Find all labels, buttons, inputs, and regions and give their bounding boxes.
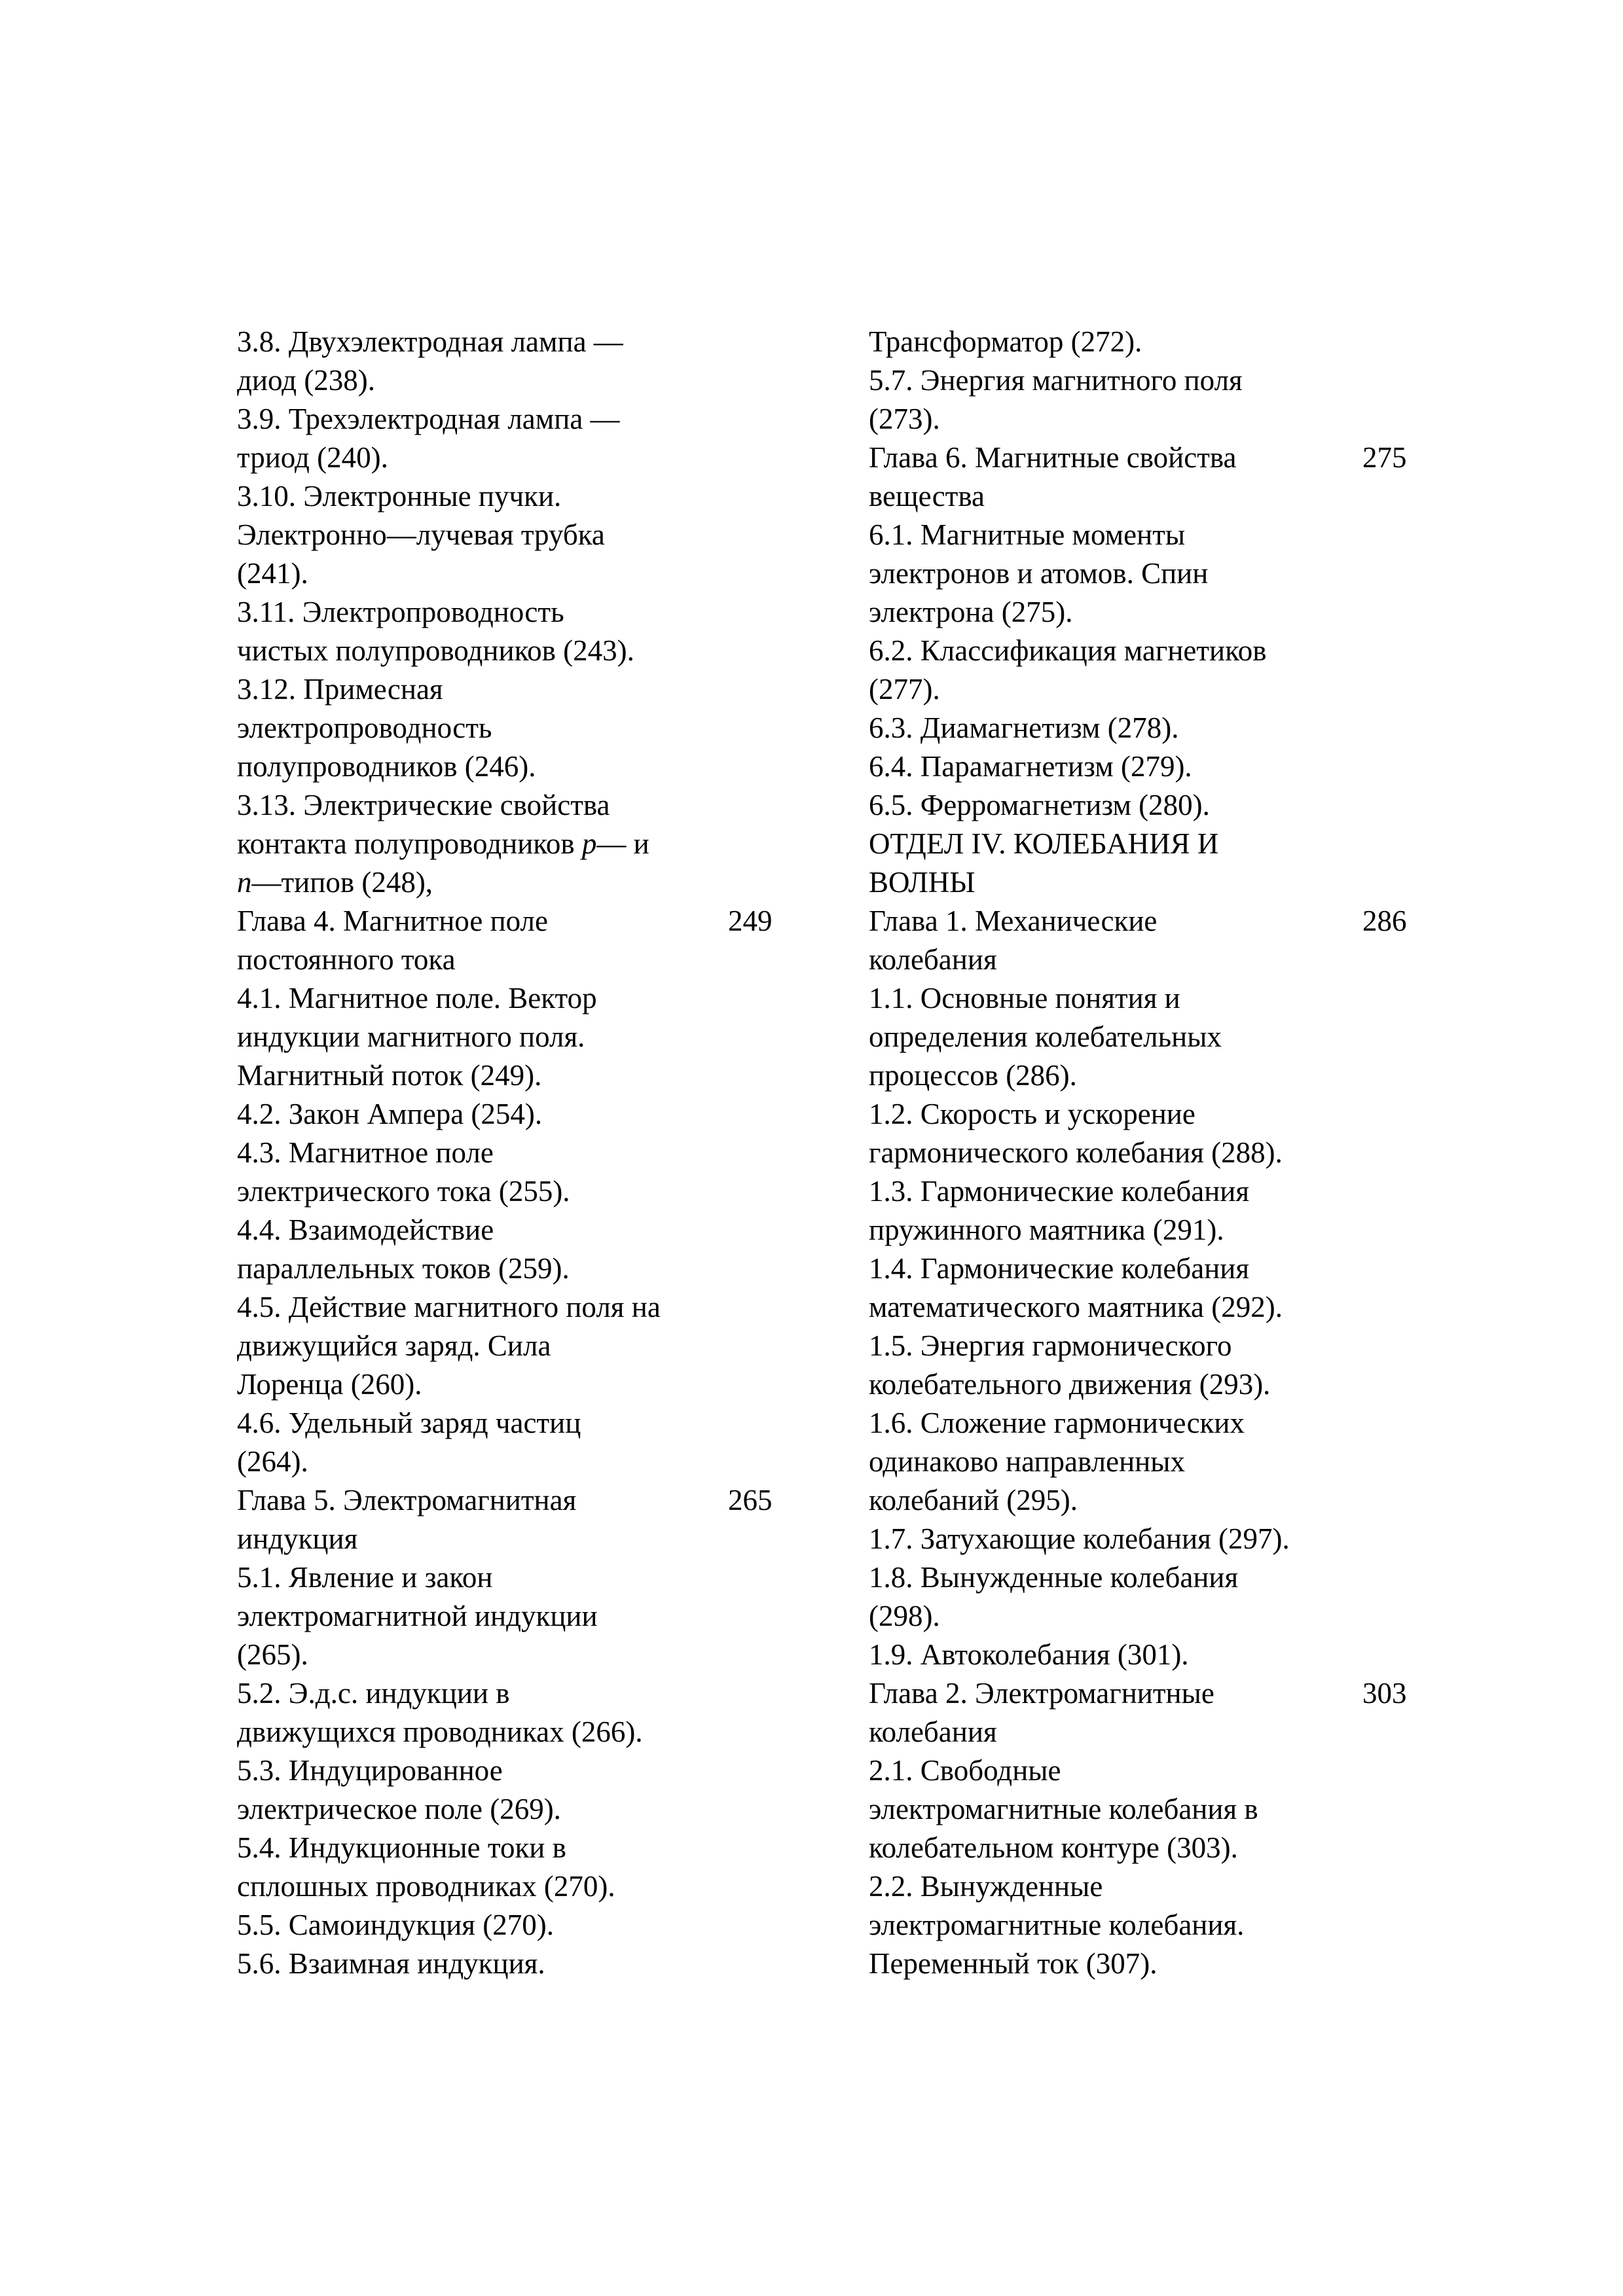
- toc-line: [869, 1327, 1290, 1365]
- toc-page-number: 286: [1362, 905, 1407, 937]
- toc-text: 6.3. Диамагнетизм (278).: [869, 711, 1179, 744]
- toc-page-number: 265: [728, 1484, 773, 1516]
- toc-text: 1.8. Вынужденные колебания: [869, 1561, 1239, 1594]
- toc-text: Трансформатор (272).: [869, 325, 1142, 358]
- toc-text: электропроводность: [237, 711, 492, 744]
- toc-text: 3.8. Двухэлектродная лампа —: [237, 325, 623, 358]
- toc-line: [237, 323, 661, 361]
- toc-line: [237, 1249, 661, 1288]
- toc-text: пружинного маятника (291).: [869, 1213, 1224, 1246]
- toc-text: диод (238).: [237, 364, 376, 397]
- toc-line: [869, 1365, 1290, 1404]
- toc-text: индукция: [237, 1522, 358, 1555]
- toc-text: колебательном контуре (303).: [869, 1831, 1238, 1864]
- toc-line: [237, 439, 661, 477]
- toc-line: [237, 593, 661, 632]
- toc-line: [869, 477, 1290, 516]
- toc-text: 1.9. Автоколебания (301).: [869, 1638, 1189, 1671]
- toc-text: электромагнитной индукции: [237, 1600, 598, 1632]
- toc-line: [869, 1829, 1290, 1867]
- toc-line: [237, 1095, 661, 1134]
- toc-text: 1.1. Основные понятия и: [869, 982, 1180, 1014]
- toc-text: вещества: [869, 480, 985, 512]
- toc-text: 4.4. Взаимодействие: [237, 1213, 494, 1246]
- toc-chapter-title: Глава 4. Магнитное поле: [237, 905, 548, 937]
- toc-text: контакта полупроводников: [237, 827, 582, 860]
- toc-text: 4.3. Магнитное поле: [237, 1136, 494, 1169]
- toc-chapter-line: [869, 439, 1407, 477]
- toc-text: 1.5. Энергия гармонического: [869, 1329, 1232, 1362]
- toc-text: гармонического колебания (288).: [869, 1136, 1283, 1169]
- toc-line: [237, 863, 661, 902]
- toc-text: 5.3. Индуцированное: [237, 1754, 503, 1787]
- toc-right-column: [869, 323, 1407, 1983]
- toc-text: 5.1. Явление и закон: [237, 1561, 493, 1594]
- toc-line: [869, 1249, 1290, 1288]
- toc-text: движущихся проводниках (266).: [237, 1715, 643, 1748]
- toc-chapter-title: Глава 5. Электромагнитная: [237, 1484, 577, 1516]
- toc-line: [237, 941, 661, 979]
- toc-line: [237, 361, 661, 400]
- toc-line: [869, 1211, 1290, 1249]
- toc-text: движущийся заряд. Сила: [237, 1329, 551, 1362]
- toc-line: [237, 477, 661, 516]
- toc-line: [237, 1751, 661, 1790]
- toc-text: Электронно—лучевая трубка: [237, 518, 605, 551]
- toc-text: 6.1. Магнитные моменты: [869, 518, 1186, 551]
- toc-text: 6.5. Ферромагнетизм (280).: [869, 789, 1210, 821]
- toc-chapter-title: Глава 1. Механические: [869, 905, 1158, 937]
- toc-line: [237, 516, 661, 554]
- toc-chapter-title: Глава 6. Магнитные свойства: [869, 441, 1237, 474]
- toc-line: [869, 1056, 1290, 1095]
- toc-line: [869, 1481, 1290, 1520]
- toc-chapter-line: [237, 902, 773, 941]
- italic-letter-n: n: [237, 866, 252, 899]
- toc-text: 1.7. Затухающие колебания (297).: [869, 1522, 1290, 1555]
- toc-text: 3.10. Электронные пучки.: [237, 480, 562, 512]
- toc-line: [869, 516, 1290, 554]
- toc-text: 5.7. Энергия магнитного поля: [869, 364, 1243, 397]
- toc-line: [869, 1018, 1290, 1056]
- toc-line: [869, 1172, 1290, 1211]
- toc-text: математического маятника (292).: [869, 1291, 1283, 1323]
- toc-text: 4.5. Действие магнитного поля на: [237, 1291, 661, 1323]
- toc-text: электромагнитные колебания.: [869, 1909, 1245, 1941]
- toc-text: колебаний (295).: [869, 1484, 1078, 1516]
- toc-page-number: 275: [1362, 441, 1407, 474]
- toc-line: [869, 1558, 1290, 1597]
- toc-line: [869, 670, 1290, 709]
- toc-text: полупроводников (246).: [237, 750, 536, 783]
- toc-line: [869, 361, 1290, 400]
- toc-line: [869, 1906, 1290, 1945]
- toc-left-column: [237, 323, 773, 1983]
- toc-text: чистых полупроводников (243).: [237, 634, 634, 667]
- toc-text: 5.4. Индукционные токи в: [237, 1831, 566, 1864]
- toc-text: (277).: [869, 673, 940, 706]
- toc-line: [237, 786, 661, 825]
- toc-line: [869, 632, 1290, 670]
- toc-text: Переменный ток (307).: [869, 1947, 1158, 1980]
- toc-text: 5.6. Взаимная индукция.: [237, 1947, 545, 1980]
- toc-line: [869, 709, 1290, 747]
- toc-chapter-line: [237, 1481, 773, 1520]
- toc-line: [237, 670, 661, 709]
- toc-text: колебания: [869, 943, 997, 976]
- toc-line: [237, 825, 661, 863]
- toc-line: [237, 1056, 661, 1095]
- toc-text: постоянного тока: [237, 943, 456, 976]
- toc-line: [869, 1713, 1290, 1751]
- toc-text: 6.2. Классификация магнетиков: [869, 634, 1267, 667]
- toc-line: [237, 1211, 661, 1249]
- toc-line: [869, 593, 1290, 632]
- toc-text: процессов (286).: [869, 1059, 1077, 1092]
- toc-text: электромагнитные колебания в: [869, 1793, 1258, 1825]
- toc-line: [869, 1945, 1290, 1983]
- toc-text: электрона (275).: [869, 596, 1073, 628]
- toc-text: (264).: [237, 1445, 308, 1478]
- toc-line: [237, 979, 661, 1018]
- toc-line: [237, 1636, 661, 1674]
- toc-text: 5.5. Самоиндукция (270).: [237, 1909, 554, 1941]
- toc-text: 6.4. Парамагнетизм (279).: [869, 750, 1192, 783]
- toc-line: [869, 1636, 1290, 1674]
- toc-line: [869, 1790, 1290, 1829]
- toc-line: [869, 1288, 1290, 1327]
- toc-line: [237, 554, 661, 593]
- toc-line: [237, 400, 661, 439]
- toc-line: [237, 1443, 661, 1481]
- toc-line: [237, 1172, 661, 1211]
- toc-line: [869, 400, 1290, 439]
- toc-line: [869, 1520, 1290, 1558]
- toc-line: [869, 1751, 1290, 1790]
- toc-line: [869, 1443, 1290, 1481]
- toc-line: [869, 786, 1290, 825]
- toc-line: [237, 1867, 661, 1906]
- toc-line: [237, 709, 661, 747]
- toc-page-number: 303: [1362, 1677, 1407, 1710]
- toc-line: [869, 554, 1290, 593]
- toc-line: [237, 1906, 661, 1945]
- toc-text: 4.6. Удельный заряд частиц: [237, 1407, 581, 1439]
- toc-text: индукции магнитного поля.: [237, 1020, 585, 1053]
- toc-text: 1.3. Гармонические колебания: [869, 1175, 1250, 1208]
- toc-text: 3.13. Электрические свойства: [237, 789, 610, 821]
- toc-chapter-title: Глава 2. Электромагнитные: [869, 1677, 1214, 1710]
- toc-line: [237, 1327, 661, 1365]
- toc-line: [237, 1674, 661, 1713]
- toc-text: (241).: [237, 557, 308, 590]
- toc-text: 2.2. Вынужденные: [869, 1870, 1103, 1903]
- toc-chapter-line: [869, 1674, 1407, 1713]
- toc-text: параллельных токов (259).: [237, 1252, 570, 1285]
- toc-line: [869, 747, 1290, 786]
- toc-text: 1.2. Скорость и ускорение: [869, 1098, 1195, 1130]
- toc-page-number: 249: [728, 905, 773, 937]
- toc-text: 3.12. Примесная: [237, 673, 443, 706]
- toc-line: [237, 747, 661, 786]
- toc-text: электронов и атомов. Спин: [869, 557, 1209, 590]
- toc-text: — и: [596, 827, 649, 860]
- toc-section-heading: [869, 863, 1290, 902]
- toc-text: 4.1. Магнитное поле. Вектор: [237, 982, 597, 1014]
- toc-line: [869, 1134, 1290, 1172]
- toc-line: [869, 323, 1290, 361]
- toc-line: [869, 1404, 1290, 1443]
- toc-text: колебательного движения (293).: [869, 1368, 1271, 1401]
- toc-text: Магнитный поток (249).: [237, 1059, 542, 1092]
- toc-line: [869, 979, 1290, 1018]
- toc-text: электрического тока (255).: [237, 1175, 570, 1208]
- toc-text: электрическое поле (269).: [237, 1793, 561, 1825]
- toc-line: [869, 1095, 1290, 1134]
- toc-line: [237, 632, 661, 670]
- toc-text: колебания: [869, 1715, 997, 1748]
- toc-line: [869, 1597, 1290, 1636]
- toc-line: [237, 1713, 661, 1751]
- toc-text: 1.4. Гармонические колебания: [869, 1252, 1250, 1285]
- toc-text: (273).: [869, 403, 940, 435]
- toc-chapter-line: [869, 902, 1407, 941]
- toc-line: [237, 1134, 661, 1172]
- toc-text: одинаково направленных: [869, 1445, 1186, 1478]
- toc-text: 2.1. Свободные: [869, 1754, 1061, 1787]
- toc-line: [237, 1829, 661, 1867]
- toc-section-heading: [869, 825, 1290, 863]
- toc-text: 3.9. Трехэлектродная лампа —: [237, 403, 620, 435]
- toc-text: сплошных проводниках (270).: [237, 1870, 615, 1903]
- toc-line: [237, 1945, 661, 1983]
- toc-line: [237, 1790, 661, 1829]
- toc-line: [237, 1365, 661, 1404]
- toc-line: [237, 1404, 661, 1443]
- toc-text: 1.6. Сложение гармонических: [869, 1407, 1245, 1439]
- toc-line: [869, 1867, 1290, 1906]
- toc-line: [237, 1520, 661, 1558]
- toc-text: 4.2. Закон Ампера (254).: [237, 1098, 543, 1130]
- toc-text: определения колебательных: [869, 1020, 1222, 1053]
- toc-text: Лоренца (260).: [237, 1368, 422, 1401]
- toc-text: —типов (248),: [251, 866, 433, 899]
- toc-section-title: ВОЛНЫ: [869, 866, 976, 899]
- toc-line: [237, 1597, 661, 1636]
- toc-text: 3.11. Электропроводность: [237, 596, 564, 628]
- toc-line: [237, 1558, 661, 1597]
- toc-line: [237, 1018, 661, 1056]
- toc-text: триод (240).: [237, 441, 388, 474]
- toc-line: [869, 941, 1290, 979]
- toc-section-title: ОТДЕЛ IV. КОЛЕБАНИЯ И: [869, 827, 1219, 860]
- toc-text: (265).: [237, 1638, 308, 1671]
- italic-letter-p: p: [581, 827, 597, 860]
- toc-line: [237, 1288, 661, 1327]
- toc-text: 5.2. Э.д.с. индукции в: [237, 1677, 510, 1710]
- toc-text: (298).: [869, 1600, 940, 1632]
